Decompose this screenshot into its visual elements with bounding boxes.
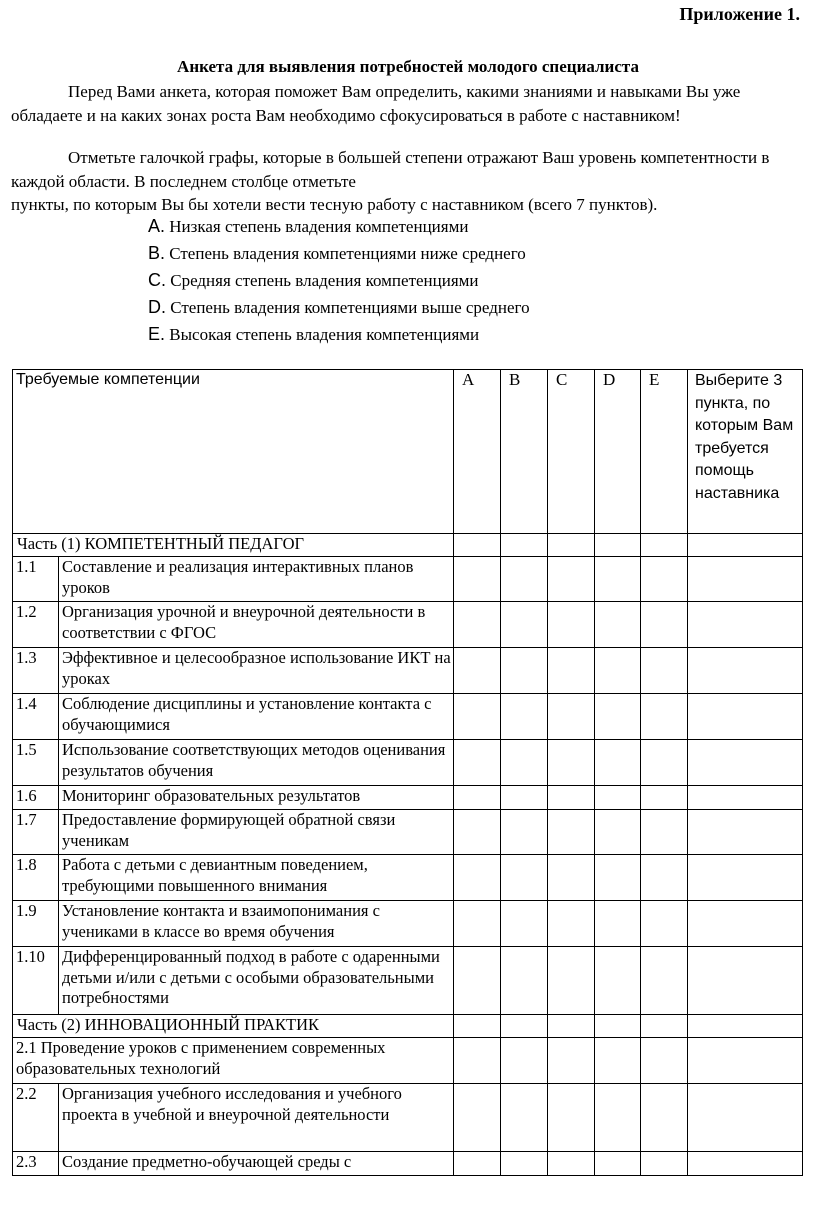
- competency-levels-list: [148, 213, 530, 348]
- level-letter: A.: [148, 216, 166, 236]
- row-number: 1.9: [13, 901, 59, 947]
- competency-text: Мониторинг образовательных результатов: [59, 786, 454, 810]
- intro-paragraph-2-line-1: Отметьте галочкой графы, которые в большей степени отражают Ваш уровень компетентности в каждой области. В последнем столбце отметьте: [11, 148, 770, 191]
- checkbox-cell[interactable]: [454, 694, 501, 740]
- level-text: Степень владения компетенциями ниже среднего: [169, 244, 526, 263]
- competency-text: Эффективное и целесообразное использование ИКТ на уроках: [59, 648, 454, 694]
- checkbox-cell[interactable]: [595, 947, 641, 1015]
- checkbox-cell[interactable]: [641, 534, 688, 557]
- checkbox-cell[interactable]: [595, 557, 641, 602]
- checkbox-cell[interactable]: [641, 557, 688, 602]
- checkbox-cell[interactable]: [454, 1152, 501, 1176]
- row-number: 1.2: [13, 602, 59, 648]
- header-competencies: Требуемые компетенции: [13, 370, 454, 534]
- checkbox-cell[interactable]: [641, 1015, 688, 1038]
- header-mentor-help: Выберите 3 пункта, по которым Вам требуется помощь наставника: [688, 370, 803, 534]
- intro-paragraph-1: Перед Вами анкета, которая поможет Вам определить, какими знаниями и навыками Вы уже обладаете и на каких зонах роста Вам необходимо сфокусироваться в работе с наставником!: [11, 82, 741, 125]
- part-1-title: Часть (1) КОМПЕТЕНТНЫЙ ПЕДАГОГ: [13, 534, 454, 557]
- checkbox-cell[interactable]: [641, 947, 688, 1015]
- mentor-help-cell[interactable]: [688, 947, 803, 1015]
- table-row: [13, 557, 803, 602]
- questionnaire-title: Анкета для выявления потребностей молодого специалиста: [177, 57, 639, 76]
- row-number: 1.5: [13, 740, 59, 786]
- checkbox-cell[interactable]: [454, 557, 501, 602]
- checkbox-cell[interactable]: [641, 602, 688, 648]
- checkbox-cell[interactable]: [595, 1015, 641, 1038]
- level-text: Степень владения компетенциями выше среднего: [170, 298, 530, 317]
- checkbox-cell[interactable]: [595, 810, 641, 855]
- mentor-help-cell[interactable]: [688, 1084, 803, 1152]
- checkbox-cell[interactable]: [501, 786, 548, 810]
- table-row: [13, 1152, 803, 1176]
- checkbox-cell[interactable]: [454, 855, 501, 901]
- checkbox-cell[interactable]: [595, 648, 641, 694]
- checkbox-cell[interactable]: [548, 855, 595, 901]
- checkbox-cell[interactable]: [595, 786, 641, 810]
- checkbox-cell[interactable]: [501, 534, 548, 557]
- checkbox-cell[interactable]: [548, 740, 595, 786]
- intro-paragraph-2-line-2: пункты, по которым Вы бы хотели вести тесную работу с наставником (всего 7 пунктов).: [11, 195, 658, 214]
- mentor-help-cell[interactable]: [688, 786, 803, 810]
- mentor-help-cell[interactable]: [688, 602, 803, 648]
- mentor-help-cell[interactable]: [688, 1038, 803, 1084]
- checkbox-cell[interactable]: [501, 1038, 548, 1084]
- mentor-help-cell[interactable]: [688, 557, 803, 602]
- checkbox-cell[interactable]: [548, 786, 595, 810]
- competency-text: Соблюдение дисциплины и установление контакта с обучающимися: [59, 694, 454, 740]
- competency-text: Создание предметно-обучающей среды с: [59, 1152, 454, 1176]
- checkbox-cell[interactable]: [641, 810, 688, 855]
- row-number: 1.8: [13, 855, 59, 901]
- checkbox-cell[interactable]: [501, 602, 548, 648]
- checkbox-cell[interactable]: [595, 855, 641, 901]
- checkbox-cell[interactable]: [501, 901, 548, 947]
- checkbox-cell[interactable]: [548, 648, 595, 694]
- header-level-e: E: [641, 370, 688, 534]
- checkbox-cell[interactable]: [454, 1084, 501, 1152]
- header-level-b: B: [501, 370, 548, 534]
- checkbox-cell[interactable]: [641, 648, 688, 694]
- checkbox-cell[interactable]: [501, 947, 548, 1015]
- mentor-help-cell[interactable]: [688, 740, 803, 786]
- row-number: 2.2: [13, 1084, 59, 1152]
- table-row: [13, 855, 803, 901]
- competency-text: Организация урочной и внеурочной деятельности в соответствии с ФГОС: [59, 602, 454, 648]
- checkbox-cell[interactable]: [501, 694, 548, 740]
- checkbox-cell[interactable]: [595, 694, 641, 740]
- mentor-help-cell[interactable]: [688, 901, 803, 947]
- competency-text: Предоставление формирующей обратной связи ученикам: [59, 810, 454, 855]
- table-row: [13, 947, 803, 1015]
- level-text: Высокая степень владения компетенциями: [169, 325, 480, 344]
- header-level-c: C: [548, 370, 595, 534]
- level-letter: D.: [148, 297, 166, 317]
- checkbox-cell[interactable]: [454, 901, 501, 947]
- header-level-a: A: [454, 370, 501, 534]
- level-letter: C.: [148, 270, 166, 290]
- row-number: 1.6: [13, 786, 59, 810]
- checkbox-cell[interactable]: [641, 786, 688, 810]
- competency-text: Дифференцированный подход в работе с одаренными детьми и/или с детьми с особыми образовательными потребностями: [59, 947, 454, 1015]
- checkbox-cell[interactable]: [641, 740, 688, 786]
- checkbox-cell[interactable]: [501, 1015, 548, 1038]
- competencies-table: [12, 369, 803, 1176]
- row-number: 1.10: [13, 947, 59, 1015]
- checkbox-cell[interactable]: [501, 648, 548, 694]
- checkbox-cell[interactable]: [501, 1084, 548, 1152]
- checkbox-cell[interactable]: [595, 901, 641, 947]
- checkbox-cell[interactable]: [595, 1152, 641, 1176]
- table-row: [13, 694, 803, 740]
- table-row: [13, 648, 803, 694]
- checkbox-cell[interactable]: [641, 855, 688, 901]
- level-item-a: [148, 213, 530, 240]
- checkbox-cell[interactable]: [501, 810, 548, 855]
- checkbox-cell[interactable]: [501, 1152, 548, 1176]
- table-row: [13, 901, 803, 947]
- level-item-c: [148, 267, 530, 294]
- row-number: 1.7: [13, 810, 59, 855]
- appendix-label: Приложение 1.: [679, 4, 800, 24]
- row-number: 1.1: [13, 557, 59, 602]
- checkbox-cell[interactable]: [641, 694, 688, 740]
- checkbox-cell[interactable]: [595, 740, 641, 786]
- checkbox-cell[interactable]: [454, 740, 501, 786]
- competency-text: Работа с детьми с девиантным поведением, требующими повышенного внимания: [59, 855, 454, 901]
- checkbox-cell[interactable]: [548, 1084, 595, 1152]
- row-number: 1.4: [13, 694, 59, 740]
- checkbox-cell[interactable]: [454, 534, 501, 557]
- checkbox-cell[interactable]: [641, 1084, 688, 1152]
- mentor-help-cell[interactable]: [688, 1152, 803, 1176]
- checkbox-cell[interactable]: [595, 602, 641, 648]
- level-text: Низкая степень владения компетенциями: [169, 217, 469, 236]
- table-row: [13, 740, 803, 786]
- header-level-d: D: [595, 370, 641, 534]
- mentor-help-cell[interactable]: [688, 694, 803, 740]
- checkbox-cell[interactable]: [548, 602, 595, 648]
- checkbox-cell[interactable]: [454, 947, 501, 1015]
- checkbox-cell[interactable]: [548, 810, 595, 855]
- mentor-help-cell[interactable]: [688, 648, 803, 694]
- intro-paragraph-2: [11, 146, 811, 217]
- checkbox-cell[interactable]: [548, 534, 595, 557]
- checkbox-cell[interactable]: [454, 810, 501, 855]
- checkbox-cell[interactable]: [454, 786, 501, 810]
- table-row: [13, 1084, 803, 1152]
- part-2-title: Часть (2) ИННОВАЦИОННЫЙ ПРАКТИК: [13, 1015, 454, 1038]
- checkbox-cell[interactable]: [501, 557, 548, 602]
- checkbox-cell[interactable]: [454, 1015, 501, 1038]
- table-row: [13, 786, 803, 810]
- competency-text: Организация учебного исследования и учебного проекта в учебной и внеурочной деятельности: [59, 1084, 454, 1152]
- level-item-b: [148, 240, 530, 267]
- checkbox-cell[interactable]: [641, 901, 688, 947]
- table-header-row: [13, 370, 803, 534]
- checkbox-cell[interactable]: [595, 1084, 641, 1152]
- competency-text: Составление и реализация интерактивных планов уроков: [59, 557, 454, 602]
- level-item-d: [148, 294, 530, 321]
- competency-text: 2.1 Проведение уроков с применением современных образовательных технологий: [13, 1038, 454, 1084]
- level-item-e: [148, 321, 530, 348]
- checkbox-cell[interactable]: [501, 855, 548, 901]
- mentor-help-cell[interactable]: [688, 1015, 803, 1038]
- level-letter: B.: [148, 243, 166, 263]
- mentor-help-cell[interactable]: [688, 534, 803, 557]
- part-1-row: [13, 534, 803, 557]
- checkbox-cell[interactable]: [548, 694, 595, 740]
- checkbox-cell[interactable]: [454, 648, 501, 694]
- competency-text: Установление контакта и взаимопонимания с учениками в классе во время обучения: [59, 901, 454, 947]
- part-2-row: [13, 1015, 803, 1038]
- mentor-help-cell[interactable]: [688, 855, 803, 901]
- level-text: Средняя степень владения компетенциями: [170, 271, 479, 290]
- table-row: [13, 810, 803, 855]
- row-number: 1.3: [13, 648, 59, 694]
- checkbox-cell[interactable]: [548, 557, 595, 602]
- level-letter: E.: [148, 324, 166, 344]
- checkbox-cell[interactable]: [641, 1038, 688, 1084]
- checkbox-cell[interactable]: [641, 1152, 688, 1176]
- checkbox-cell[interactable]: [548, 947, 595, 1015]
- checkbox-cell[interactable]: [548, 1038, 595, 1084]
- row-number: 2.3: [13, 1152, 59, 1176]
- checkbox-cell[interactable]: [595, 1038, 641, 1084]
- checkbox-cell[interactable]: [548, 1152, 595, 1176]
- checkbox-cell[interactable]: [454, 602, 501, 648]
- competency-text: Использование соответствующих методов оценивания результатов обучения: [59, 740, 454, 786]
- checkbox-cell[interactable]: [595, 534, 641, 557]
- table-row: [13, 1038, 803, 1084]
- checkbox-cell[interactable]: [548, 1015, 595, 1038]
- checkbox-cell[interactable]: [501, 740, 548, 786]
- checkbox-cell[interactable]: [454, 1038, 501, 1084]
- checkbox-cell[interactable]: [548, 901, 595, 947]
- mentor-help-cell[interactable]: [688, 810, 803, 855]
- table-row: [13, 602, 803, 648]
